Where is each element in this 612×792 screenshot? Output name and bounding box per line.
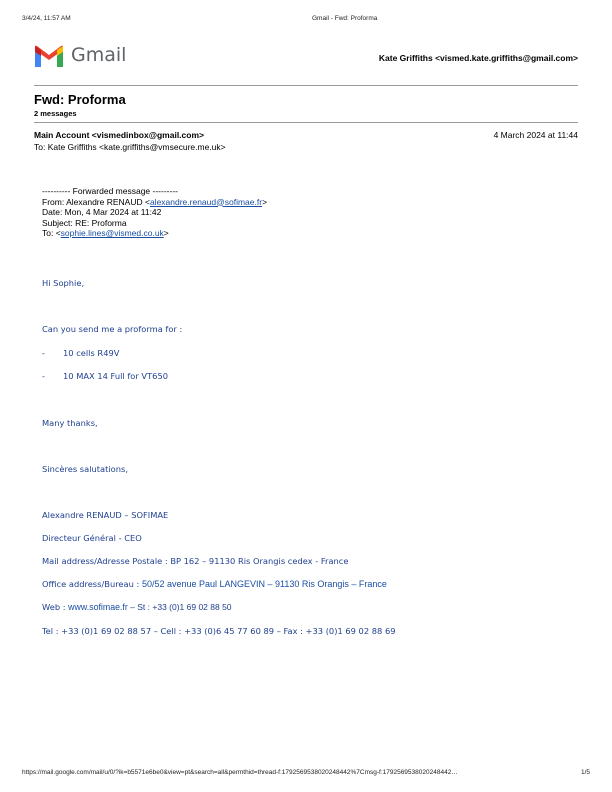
signature-web — [42, 602, 232, 612]
forward-separator: ---------- Forwarded message --------- — [42, 186, 178, 196]
office-value: 50/52 avenue Paul LANGEVIN – 91130 Ris Orangis – France — [141, 579, 387, 589]
list-item — [42, 348, 45, 358]
message-from-text: Main Account <vismedinbox@gmail.com> — [34, 130, 204, 140]
web-link[interactable]: www.sofimae.fr — [68, 602, 128, 612]
web-label: Web : — [42, 602, 69, 612]
subject-divider — [34, 122, 578, 123]
print-page-number: 1/5 — [580, 769, 590, 776]
header-divider — [34, 85, 578, 86]
closing-line: Sincères salutations, — [42, 464, 128, 474]
print-footer-url: https://mail.google.com/mail/u/0/?ik=b5571e6be0&view=pt&search=all&permthid=thread-f:1792569538020248442%7Cmsg-f:1792569538020248442… — [22, 769, 458, 776]
forward-from-close: > — [262, 196, 268, 207]
list-item-text: 10 cells R49V — [63, 348, 120, 358]
forward-date: Date: Mon, 4 Mar 2024 at 11:42 — [42, 207, 162, 217]
gmail-logo-icon — [34, 44, 64, 68]
list-bullet: - — [42, 371, 45, 381]
list-item-text: 10 MAX 14 Full for VT650 — [63, 371, 168, 381]
message-count: 2 messages — [34, 109, 77, 118]
gmail-logo-text: Gmail — [71, 44, 127, 66]
print-datetime: 3/4/24, 11:57 AM — [22, 15, 71, 22]
signature-mail-address: Mail address/Adresse Postale : BP 162 – 91130 Ris Orangis cedex - France — [42, 556, 349, 566]
thanks-line: Many thanks, — [42, 418, 98, 428]
forward-from-label: From: Alexandre RENAUD < — [42, 196, 150, 207]
forward-subject: Subject: RE: Proforma — [42, 217, 127, 228]
web-rest: – St : +33 (0)1 69 02 88 50 — [127, 602, 232, 612]
message-date: 4 March 2024 at 11:44 — [493, 130, 578, 140]
signature-name: Alexandre RENAUD – SOFIMAE — [42, 510, 169, 520]
forward-from — [42, 197, 267, 208]
forward-to-label: To: < — [42, 228, 61, 238]
forward-to-email-link[interactable]: sophie.lines@vismed.co.uk — [60, 228, 164, 238]
forward-to — [42, 228, 267, 239]
signature-office — [42, 579, 387, 589]
thread-subject: Fwd: Proforma — [34, 92, 126, 107]
forwarded-header — [42, 186, 267, 239]
request-line: Can you send me a proforma for : — [42, 324, 183, 334]
list-bullet: - — [42, 348, 45, 358]
forward-to-close: > — [163, 228, 169, 238]
signature-title: Directeur Général - CEO — [42, 533, 142, 543]
account-email: Kate Griffiths <vismed.kate.griffiths@gmail.com> — [378, 53, 578, 63]
message-from — [34, 130, 204, 140]
forward-from-email-link[interactable]: alexandre.renaud@sofimae.fr — [149, 196, 263, 207]
greeting: Hi Sophie, — [42, 278, 85, 288]
list-item — [42, 371, 45, 381]
message-to: To: Kate Griffiths <kate.griffiths@vmsecure.me.uk> — [34, 142, 226, 152]
signature-phones: Tel : +33 (0)1 69 02 88 57 – Cell : +33 (0)6 45 77 60 89 – Fax : +33 (0)1 69 02 88 69 — [42, 626, 396, 636]
print-page-title: Gmail - Fwd: Proforma — [312, 15, 378, 22]
office-label: Office address/Bureau : — [42, 579, 142, 589]
